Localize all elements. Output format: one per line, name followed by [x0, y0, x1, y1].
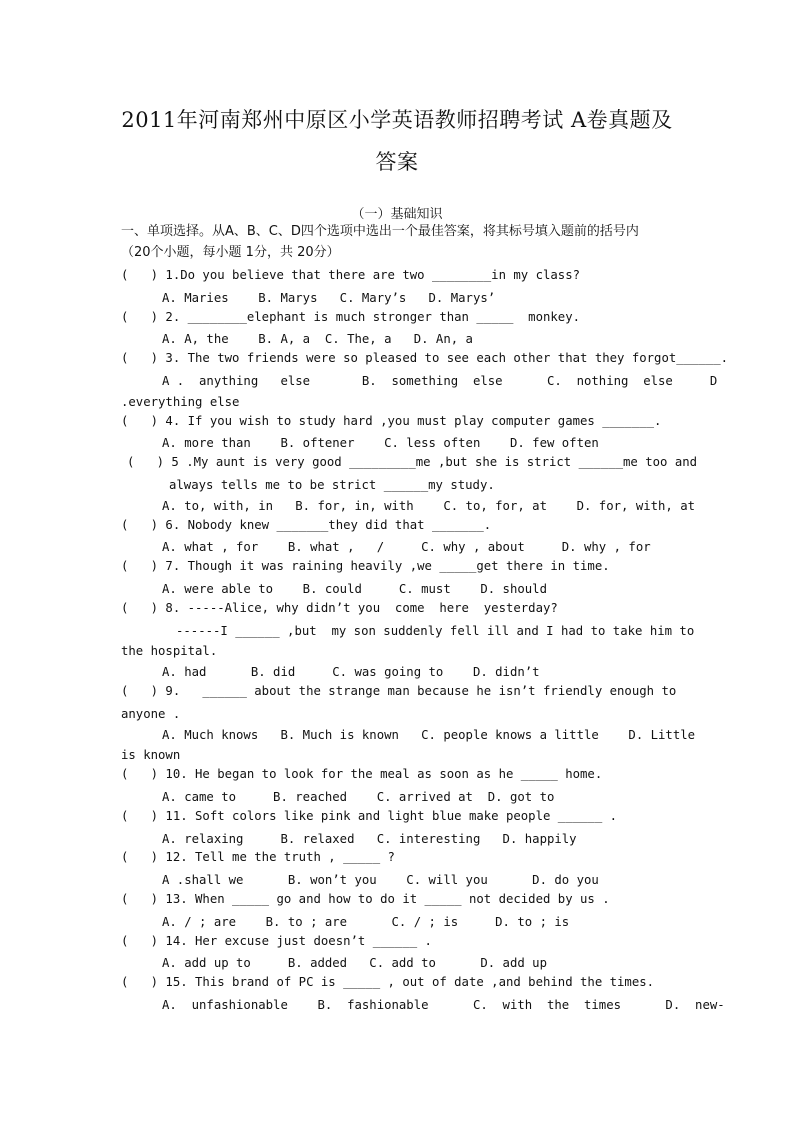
- options-line: A. / ; are B. to ; are C. / ; is D. to ; is: [162, 915, 570, 929]
- options-line: A. to, with, in B. for, in, with C. to, for, at D. for, with, at: [162, 499, 696, 513]
- question-line: ( ) 3. The two friends were so pleased to see each other that they forgot______.: [121, 351, 729, 365]
- question-line: ( ) 1.Do you believe that there are two ________in my class?: [121, 268, 581, 282]
- question-line: ( ) 7. Though it was raining heavily ,we _____get there in time.: [121, 559, 610, 573]
- question-continuation: anyone .: [121, 707, 181, 721]
- options-line: A. add up to B. added C. add to D. add up: [162, 956, 547, 970]
- section-heading: （一）基础知识: [351, 207, 443, 222]
- options-line: A. Much knows B. Much is known C. people knows a little D. Little: [162, 728, 696, 742]
- options-line: A. more than B. oftener C. less often D. few often: [162, 436, 599, 450]
- question-line: ( ) 8. -----Alice, why didn’t you come here yesterday?: [121, 601, 558, 615]
- question-continuation: always tells me to be strict ______my study.: [169, 478, 495, 492]
- question-continuation: the hospital.: [121, 644, 218, 658]
- options-continuation: .everything else: [121, 395, 240, 409]
- options-continuation: is known: [121, 748, 181, 762]
- instructions-line-2: （20个小题，每小题 1分，共 20分）: [121, 245, 340, 260]
- instructions-line-1: 一、单项选择。从A、B、C、D四个选项中选出一个最佳答案，将其标号填入题前的括号内: [121, 224, 639, 239]
- question-line: ( ) 2. ________elephant is much stronger than _____ monkey.: [121, 310, 581, 324]
- question-line: ( ) 5 .My aunt is very good _________me ,but she is strict ______me too and: [127, 455, 698, 469]
- question-line: ( ) 9. ______ about the strange man because he isn’t friendly enough to: [121, 684, 677, 698]
- question-continuation: ------I ______ ,but my son suddenly fell ill and I had to take him to: [176, 624, 695, 638]
- question-line: ( ) 14. Her excuse just doesn’t ______ .: [121, 934, 432, 948]
- document-title-line-2: 答案: [375, 150, 419, 174]
- options-line: A. came to B. reached C. arrived at D. got to: [162, 790, 555, 804]
- question-line: ( ) 15. This brand of PC is _____ , out of date ,and behind the times.: [121, 975, 655, 989]
- options-line: A .shall we B. won’t you C. will you D. do you: [162, 873, 599, 887]
- question-line: ( ) 4. If you wish to study hard ,you must play computer games _______.: [121, 414, 662, 428]
- options-line: A . anything else B. something else C. nothing else D: [162, 374, 718, 388]
- options-line: A. were able to B. could C. must D. should: [162, 582, 547, 596]
- question-line: ( ) 10. He began to look for the meal as soon as he _____ home.: [121, 767, 603, 781]
- document-title-line-1: 2011年河南郑州中原区小学英语教师招聘考试 A卷真题及: [121, 108, 673, 132]
- options-line: A. unfashionable B. fashionable C. with the times D. new-: [162, 998, 725, 1012]
- options-line: A. Maries B. Marys C. Mary’s D. Marys’: [162, 291, 496, 305]
- question-line: ( ) 11. Soft colors like pink and light blue make people ______ .: [121, 809, 618, 823]
- question-line: ( ) 6. Nobody knew _______they did that _______.: [121, 518, 492, 532]
- question-line: ( ) 12. Tell me the truth , _____ ?: [121, 850, 395, 864]
- question-line: ( ) 13. When _____ go and how to do it _____ not decided by us .: [121, 892, 610, 906]
- options-line: A. had B. did C. was going to D. didn’t: [162, 665, 540, 679]
- options-line: A. what , for B. what , / C. why , about D. why , for: [162, 540, 651, 554]
- options-line: A. relaxing B. relaxed C. interesting D. happily: [162, 832, 577, 846]
- options-line: A. A, the B. A, a C. The, a D. An, a: [162, 332, 473, 346]
